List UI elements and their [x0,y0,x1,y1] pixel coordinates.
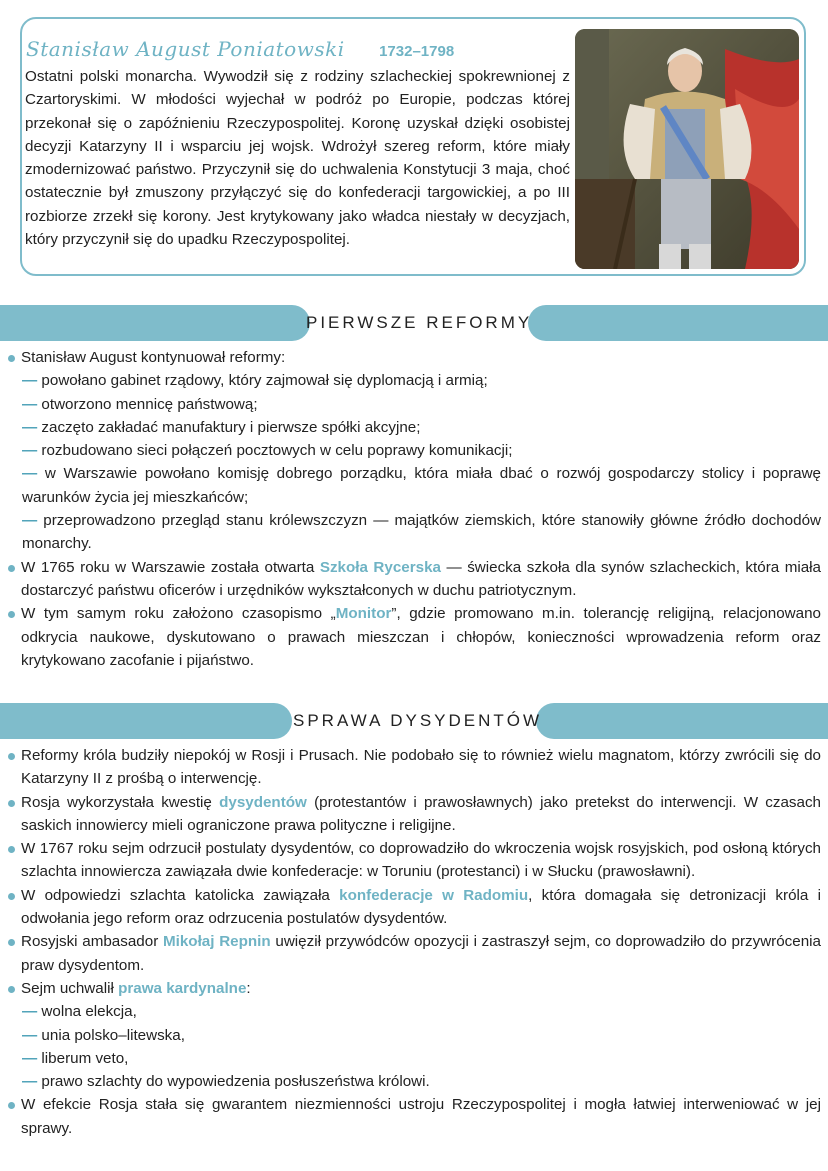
list-item: W odpowiedzi szlachta katolicka zawiązała konfederacje w Radomiu, która domagała się detronizacji króla i odwołania jego reform oraz odrzucenia postulatów dysydentów. [7,884,821,931]
king-name: Stanisław August Poniatowski [26,37,345,61]
banner-bar-left [0,703,292,739]
highlight-term: Monitor [335,605,392,623]
list-item: Reformy króla budziły niepokój w Rosji i Prusach. Nie podobało się to również wielu magnatom, którzy zwrócili się do Katarzyny II z prośbą o interwencję. [7,744,821,791]
list-item: Sejm uchwalił prawa kardynalne: [7,977,821,1000]
list-item: — zaczęto zakładać manufaktury i pierwsze spółki akcyjne; [22,418,421,436]
banner-bar-right [536,703,828,739]
intro-box [20,17,806,276]
highlight-term: Szkoła Rycerska [319,558,441,576]
list-item: — liberum veto, [22,1049,129,1067]
list-item: W 1765 roku w Warszawie została otwarta Szkoła Rycerska — świecka szkoła dla synów szlacheckich, która miała dostarczyć państwu oficerów i urzędników wykształconych w duchu patriotycznym. [7,556,821,603]
highlight-term: dysydentów [219,793,307,811]
list-item: Rosyjski ambasador Mikołaj Repnin uwięził przywódców opozycji i zastraszył sejm, co doprowadziło do przywrócenia praw dysydentom. [7,930,821,977]
list-item: W 1767 roku sejm odrzucił postulaty dysydentów, co doprowadziło do wkroczenia wojsk rosyjskich, pod osłoną których szlachta innowiercza zawiązała dwie konfederacje: w Toruniu (protestanci) i w Słucku (prawosławni). [7,837,821,884]
list-item: Rosja wykorzystała kwestię dysydentów (protestantów i prawosławnych) jako pretekst do interwencji. W czasach saskich innowiercy mieli ograniczone prawa polityczne i religijne. [7,791,821,838]
list-item: Stanisław August kontynuował reformy: [7,346,821,369]
list-item: — wolna elekcja, [22,1003,137,1021]
section-banner-dissidents [0,703,828,739]
intro-heading [26,37,454,61]
portrait-illustration [575,29,799,269]
highlight-term: Mikołaj Repnin [162,933,271,951]
list-item: — rozbudowano sieci połączeń pocztowych w celu poprawy komunikacji; [22,442,513,460]
list-item: W efekcie Rosja stała się gwarantem niezmienności ustroju Rzeczypospolitej i mogła łatwiej interweniować w jej sprawy. [7,1093,821,1140]
king-portrait [575,29,799,269]
dissidents-content [7,744,821,1140]
banner-bar-right [528,305,828,341]
highlight-term: konfederacje w Radomiu [339,886,529,904]
section-title-dissidents: SPRAWA DYSYDENTÓW [293,711,543,730]
list-item: — otworzono mennicę państwową; [22,395,258,413]
list-item: — powołano gabinet rządowy, który zajmował się dyplomacją i armią; [22,372,488,390]
list-item: W tym samym roku założono czasopismo „Monitor”, gdzie promowano m.in. tolerancję religijną, relacjonowano odkrycia naukowe, dyskutowano o prawach mieszczan i chłopów, konieczności wprowadzenia reform oraz krytykowano zacofanie i pijaństwo. [7,602,821,672]
banner-bar-left [0,305,310,341]
list-item: — w Warszawie powołano komisję dobrego porządku, która miała dbać o rozwój gospodarczy stolicy i poprawę warunków życia jej mieszkańców; [22,465,821,506]
section-banner-reforms [0,305,828,341]
list-item: — unia polsko–litewska, [22,1026,185,1044]
list-item: — przeprowadzono przegląd stanu królewszczyzn — majątków ziemskich, które stanowiły główne źródło dochodów monarchy. [22,512,821,553]
intro-text: Ostatni polski monarcha. Wywodził się z rodziny szlacheckiej spokrewnionej z Czartoryskimi. W młodości wyjechał w podróż po Europie, podczas której przekonał się o zapóźnieniu Rzeczypospolitej. Koronę uzyskał dzięki osobistej decyzji Katarzyny II i wsparciu jej wojsk. Wdrożył szereg reform, które miały zmodernizować państwo. Przyczynił się do uchwalenia Konstytucji 3 maja, choć ostatecznie był zmuszony przyłączyć się do konfederacji targowickiej, a po III rozbiorze zrzekł się korony. Jest krytykowany jako władca niestały w decyzjach, który przyczynił się do upadku Rzeczypospolitej. [25,68,570,249]
reforms-content [7,346,821,672]
king-years: 1732–1798 [379,43,455,60]
list-item: — prawo szlachty do wypowiedzenia posłuszeństwa królowi. [22,1073,430,1091]
section-title-reforms: PIERWSZE REFORMY [306,313,533,332]
highlight-term: prawa kardynalne [118,979,247,997]
